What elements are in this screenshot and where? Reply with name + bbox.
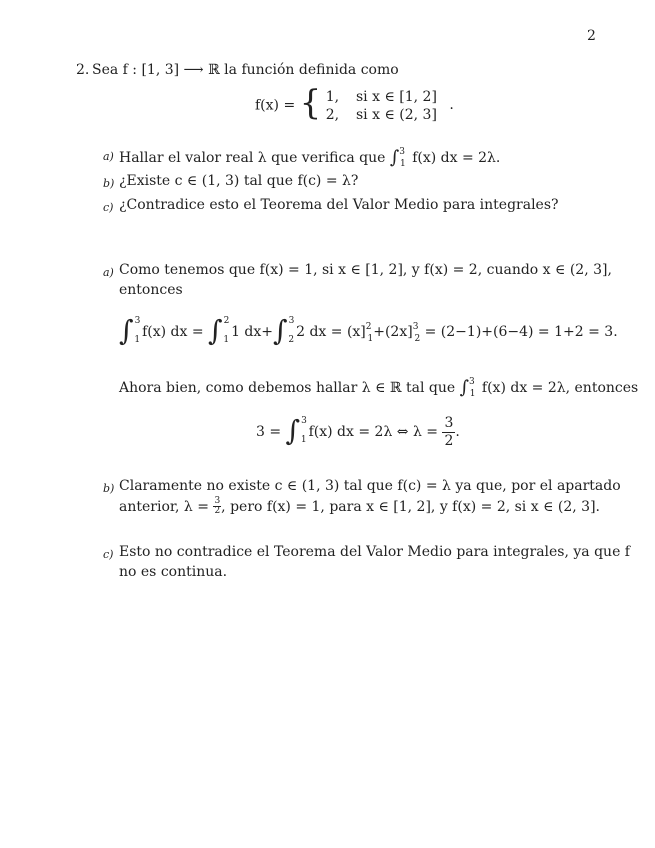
integrand-2: 1 dx+ bbox=[231, 324, 274, 340]
integral-sign: ∫ bbox=[389, 147, 400, 168]
solution-c-line2: no es continua. bbox=[119, 564, 228, 580]
bracket-upper: 2 bbox=[365, 322, 372, 332]
problem-intro: Sea f : [1, 3] ⟶ ℝ la función definida como bbox=[92, 62, 399, 78]
evaluation-result: = (2−1)+(6−4) = 1+2 = 3. bbox=[424, 324, 618, 340]
fraction bbox=[442, 415, 455, 448]
solution-a-line3-text: Ahora bien, como debemos hallar λ ∈ ℝ tal que bbox=[119, 380, 456, 396]
evaluation-middle: +(2x] bbox=[373, 324, 413, 340]
integrand-3: 2 dx = (x] bbox=[296, 324, 366, 340]
function-definition bbox=[255, 83, 454, 124]
cases bbox=[326, 88, 437, 124]
integral-upper: 3 bbox=[288, 316, 295, 326]
eq-end: . bbox=[455, 424, 460, 440]
case2-condition: si x ∈ (2, 3] bbox=[356, 107, 437, 124]
integral-lower: 1 bbox=[300, 435, 307, 445]
integral-sign: ∫ bbox=[273, 314, 288, 347]
solution-b-line2-text: anterior, λ = bbox=[119, 498, 209, 515]
integral-upper: 3 bbox=[134, 316, 141, 326]
problem-number: 2. bbox=[76, 62, 90, 78]
solution-a-line1: Como tenemos que f(x) = 1, si x ∈ [1, 2], y f(x) = 2, cuando x ∈ (2, 3], bbox=[119, 262, 612, 278]
solution-b-line1: Claramente no existe c ∈ (1, 3) tal que f(c) = λ ya que, por el apartado bbox=[119, 478, 621, 494]
integral-sign: ∫ bbox=[459, 377, 469, 398]
solution-c-line1: Esto no contradice el Teorema del Valor Medio para integrales, ya que f bbox=[119, 544, 630, 560]
question-a-label: a) bbox=[103, 150, 114, 163]
equation-lambda bbox=[256, 409, 460, 449]
fraction-numerator: 3 bbox=[444, 415, 454, 432]
question-b: ¿Existe c ∈ (1, 3) tal que f(c) = λ? bbox=[119, 173, 359, 189]
integrand-1: f(x) dx = bbox=[142, 324, 204, 340]
solution-b-line2 bbox=[119, 497, 600, 517]
fraction bbox=[213, 497, 221, 517]
solution-a-line2: entonces bbox=[119, 282, 183, 298]
solution-a-label: a) bbox=[103, 266, 114, 279]
question-a bbox=[119, 146, 500, 169]
bracket-lower: 1 bbox=[367, 334, 374, 344]
integral-upper: 3 bbox=[468, 377, 475, 387]
integral-sign: ∫ bbox=[208, 314, 223, 347]
question-c-label: c) bbox=[103, 201, 114, 214]
eq-lhs: 3 = bbox=[256, 424, 282, 440]
case1-value: 1, bbox=[325, 89, 340, 105]
question-b-label: b) bbox=[103, 177, 115, 190]
integral-upper: 3 bbox=[399, 147, 405, 157]
fraction-denominator: 2 bbox=[444, 432, 454, 449]
integral-lower: 1 bbox=[134, 335, 141, 345]
integral-lower: 1 bbox=[223, 335, 230, 345]
integral-lower: 1 bbox=[469, 389, 476, 399]
eq-body: f(x) dx = 2λ ⇔ λ = bbox=[308, 424, 439, 440]
bracket-upper: 3 bbox=[412, 322, 419, 332]
case1-condition: si x ∈ [1, 2] bbox=[356, 89, 437, 105]
integral-upper: 2 bbox=[223, 316, 230, 326]
left-brace: { bbox=[299, 83, 322, 124]
question-a-text: Hallar el valor real λ que verifica que bbox=[119, 150, 386, 166]
solution-c-label: c) bbox=[103, 548, 114, 561]
question-a-text-after: f(x) dx = 2λ. bbox=[412, 150, 501, 166]
integral-lower: 1 bbox=[400, 159, 406, 169]
definition-end: . bbox=[449, 97, 454, 114]
definition-lhs: f(x) = bbox=[255, 97, 296, 114]
page-number: 2 bbox=[587, 28, 596, 44]
integral-upper: 3 bbox=[301, 416, 307, 426]
solution-b-line2-after: , pero f(x) = 1, para x ∈ [1, 2], y f(x) = 2, si x ∈ (2, 3]. bbox=[221, 498, 600, 515]
equation-integral-split bbox=[119, 309, 618, 347]
solution-b-label: b) bbox=[103, 482, 115, 495]
case2-value: 2, bbox=[325, 107, 340, 124]
integral-lower: 2 bbox=[288, 335, 295, 345]
question-c: ¿Contradice esto el Teorema del Valor Medio para integrales? bbox=[119, 197, 559, 213]
fraction-denominator: 2 bbox=[214, 506, 221, 517]
solution-a-line3-after: f(x) dx = 2λ, entonces bbox=[481, 380, 639, 396]
solution-a-line3 bbox=[119, 376, 638, 399]
bracket-lower: 2 bbox=[414, 334, 421, 344]
integral-sign: ∫ bbox=[119, 314, 134, 347]
fraction-numerator: 3 bbox=[214, 496, 221, 506]
integral-sign: ∫ bbox=[285, 414, 301, 447]
